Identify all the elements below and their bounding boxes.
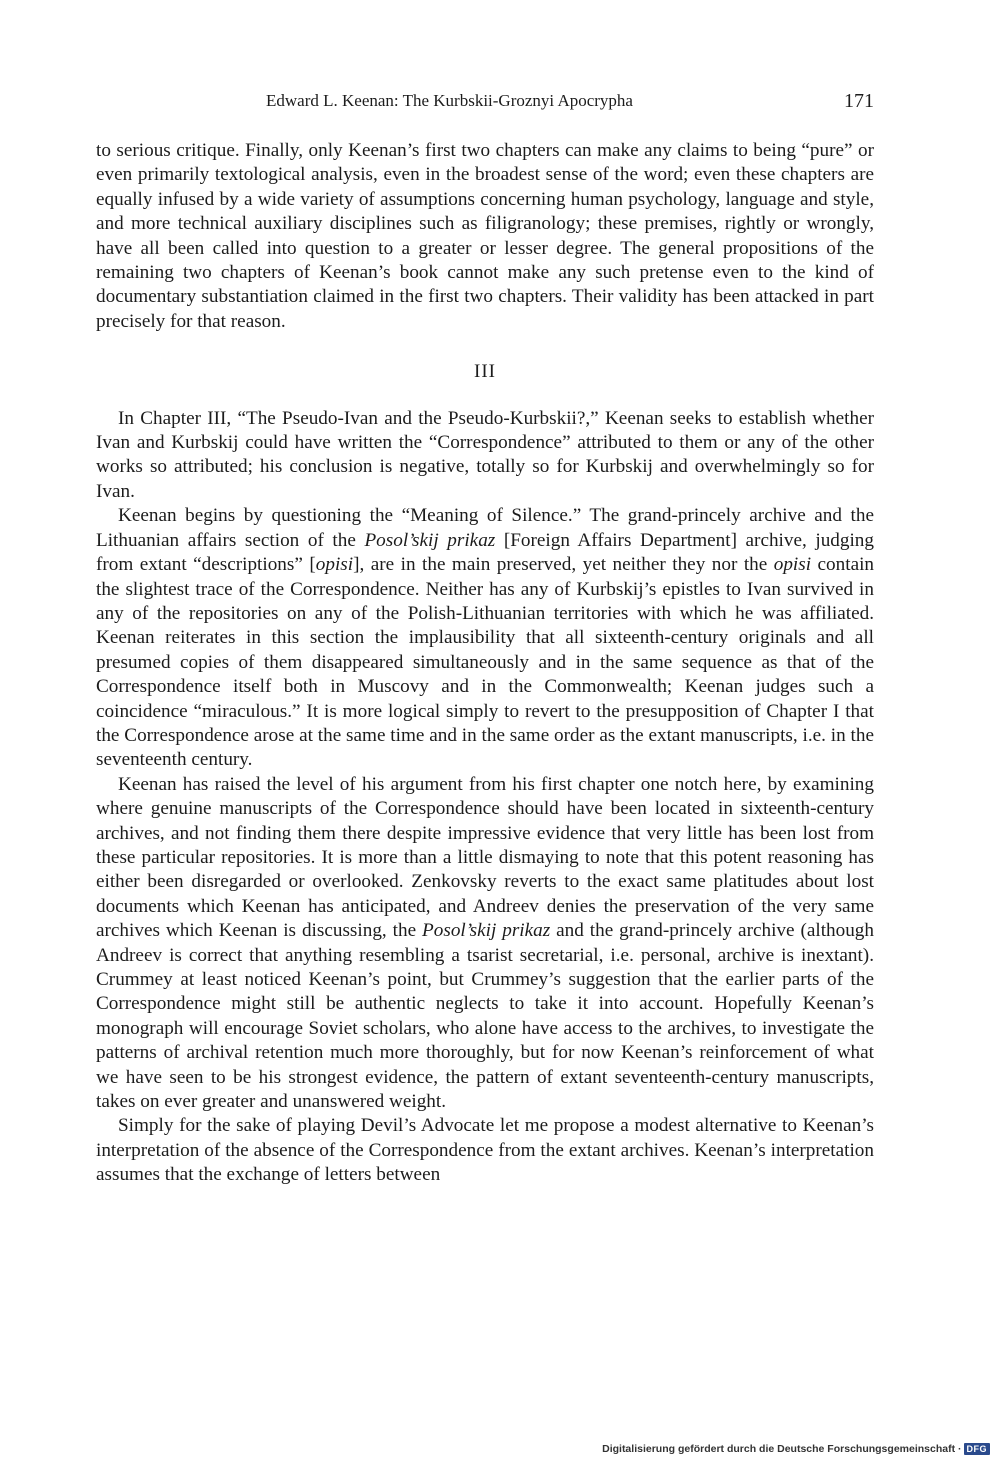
paragraph-text: [Foreign Affairs Department] archive, judging from extant “descriptions” [ (96, 529, 874, 576)
article-body (96, 139, 874, 1188)
paragraph-text: ], are in the main preserved, yet neither they nor the (353, 554, 774, 576)
section-heading: III (474, 361, 496, 383)
dfg-logo-icon: DFG (964, 1443, 991, 1455)
paragraph-text: Keenan begins by questioning the “Meaning of Silence.” The grand-princely archive and the Lithuanian affairs section of the (96, 505, 874, 551)
italic-term: Posol’skij prikaz (364, 529, 496, 551)
italic-term: opisi (315, 554, 354, 576)
page-number: 171 (844, 90, 874, 112)
running-head (96, 88, 874, 114)
digitization-credit (602, 1441, 990, 1457)
paragraph-text: contain the slightest trace of the Correspondence. Neither has any of Kurbskij’s epistles to Ivan survived in any of the repositories on any of the Polish-Lithuanian territories with which he was affiliated. Keenan reiterates in this section the implausibility that all sixteenth-century originals and all presumed copies of them disappeared simultaneously and in the same sequence as that of the Correspondence itself both in Muscovy and in the Commonwealth; Keenan judges such a coincidence “miraculous.” It is more logical simply to revert to the presupposition of Chapter I that the Correspondence arose at the same time and in the same order as the extant manuscripts, i.e. in the seventeenth century. (96, 554, 875, 771)
credit-text: Digitalisierung gefördert durch die Deutsche Forschungsgemeinschaft · (602, 1443, 962, 1455)
paragraph-text: and the grand-princely archive (although Andreev is correct that anything resembling a tsarist secretarial, i.e. personal, archive is inextant). Crummey at least noticed Keenan’s point, but Crummey’s suggestion that the earlier parts of the Correspondence might still be authentic neglects to take it into account. Hopefully Keenan’s monograph will encourage Soviet scholars, who alone have access to the archives, to investigate the patterns of archival retention much more thoroughly, but for now Keenan’s reinforcement of what we have seen to be his strongest evidence, the pattern of extant seventeenth-century manuscripts, takes on ever greater and unanswered weight. (96, 920, 874, 1113)
paragraph-devils-advocate: Simply for the sake of playing Devil’s Advocate let me propose a modest alternative to Keenan’s interpretation of the absence of the Correspondence from the extant archives. Keenan’s interpretation assumes that the exchange of letters between (96, 1115, 874, 1186)
running-title: Edward L. Keenan: The Kurbskii-Groznyi Apocrypha (266, 91, 633, 110)
italic-term: opisi (773, 554, 812, 576)
paragraph-chapter-three: In Chapter III, “The Pseudo-Ivan and the Pseudo-Kurbskii?,” Keenan seeks to establish whether Ivan and Kurbskij could have written the “Correspondence” attributed to them or any of the other works so attributed; his conclusion is negative, totally so for Kurbskij and overwhelmingly so for Ivan. (96, 407, 874, 502)
paragraph-continuation: to serious critique. Finally, only Keenan’s first two chapters can make any claims to being “pure” or even primarily textological analysis, even in the broadest sense of the word; even these chapters are equally infused by a wide variety of assumptions concerning human psychology, language and style, and more technical auxiliary disciplines such as filigranology; these premises, rightly or wrongly, have all been called into question to a greater or lesser degree. The general propositions of the remaining two chapters of Keenan’s book cannot make any such pretense even to the kind of documentary substantiation claimed in the first two chapters. Their validity has been attacked in part precisely for that reason. (96, 140, 874, 332)
paragraph-text: Keenan has raised the level of his argument from his first chapter one notch here, by examining where genuine manuscripts of the Correspondence should have been located in sixteenth-century archives, and not finding them there despite impressive evidence that very little has been lost from these particular repositories. It is more than a little dismaying to note that this potent reasoning has either been disregarded or overlooked. Zenkovsky reverts to the exact same platitudes about lost documents which Keenan has anticipated, and Andreev denies the preservation of the very same archives which Keenan is discussing, the (96, 773, 874, 942)
paragraph-argument-level (96, 773, 874, 1115)
paragraph-meaning-of-silence (96, 504, 874, 772)
italic-term: Posol’skij prikaz (422, 920, 551, 942)
